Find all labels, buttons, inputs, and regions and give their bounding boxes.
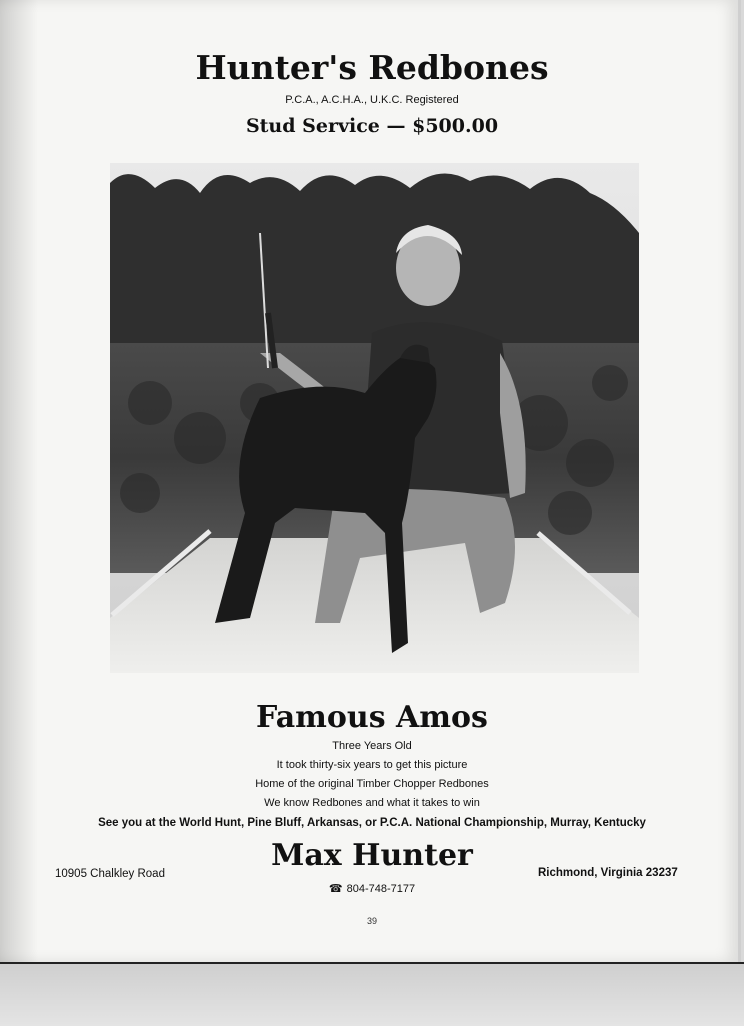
dog-photo — [110, 163, 639, 673]
ad-text-line: See you at the World Hunt, Pine Bluff, Arkansas, or P.C.A. National Championship, Murray, Kentucky — [98, 817, 646, 829]
owner-name: Max Hunter — [271, 838, 473, 873]
street-address: 10905 Chalkley Road — [55, 868, 165, 880]
registry-line: P.C.A., A.C.H.A., U.K.C. Registered — [285, 94, 459, 106]
phone-line — [0, 882, 744, 895]
city-state-zip: Richmond, Virginia 23237 — [538, 867, 678, 879]
ad-text-line: Home of the original Timber Chopper Redbones — [255, 778, 489, 790]
stud-service-line: Stud Service — $500.00 — [245, 115, 499, 137]
page-number: 39 — [366, 916, 377, 926]
scan-background — [0, 962, 744, 1026]
telephone-icon: ☎ — [328, 883, 343, 895]
ad-text-line: It took thirty-six years to get this picture — [276, 759, 468, 771]
dog-name: Famous Amos — [256, 700, 488, 735]
phone-number: 804-748-7177 — [346, 883, 416, 895]
dog-age: Three Years Old — [332, 740, 412, 752]
ad-headline: Hunter's Redbones — [195, 48, 549, 87]
ad-text-line: We know Redbones and what it takes to win — [264, 797, 480, 809]
